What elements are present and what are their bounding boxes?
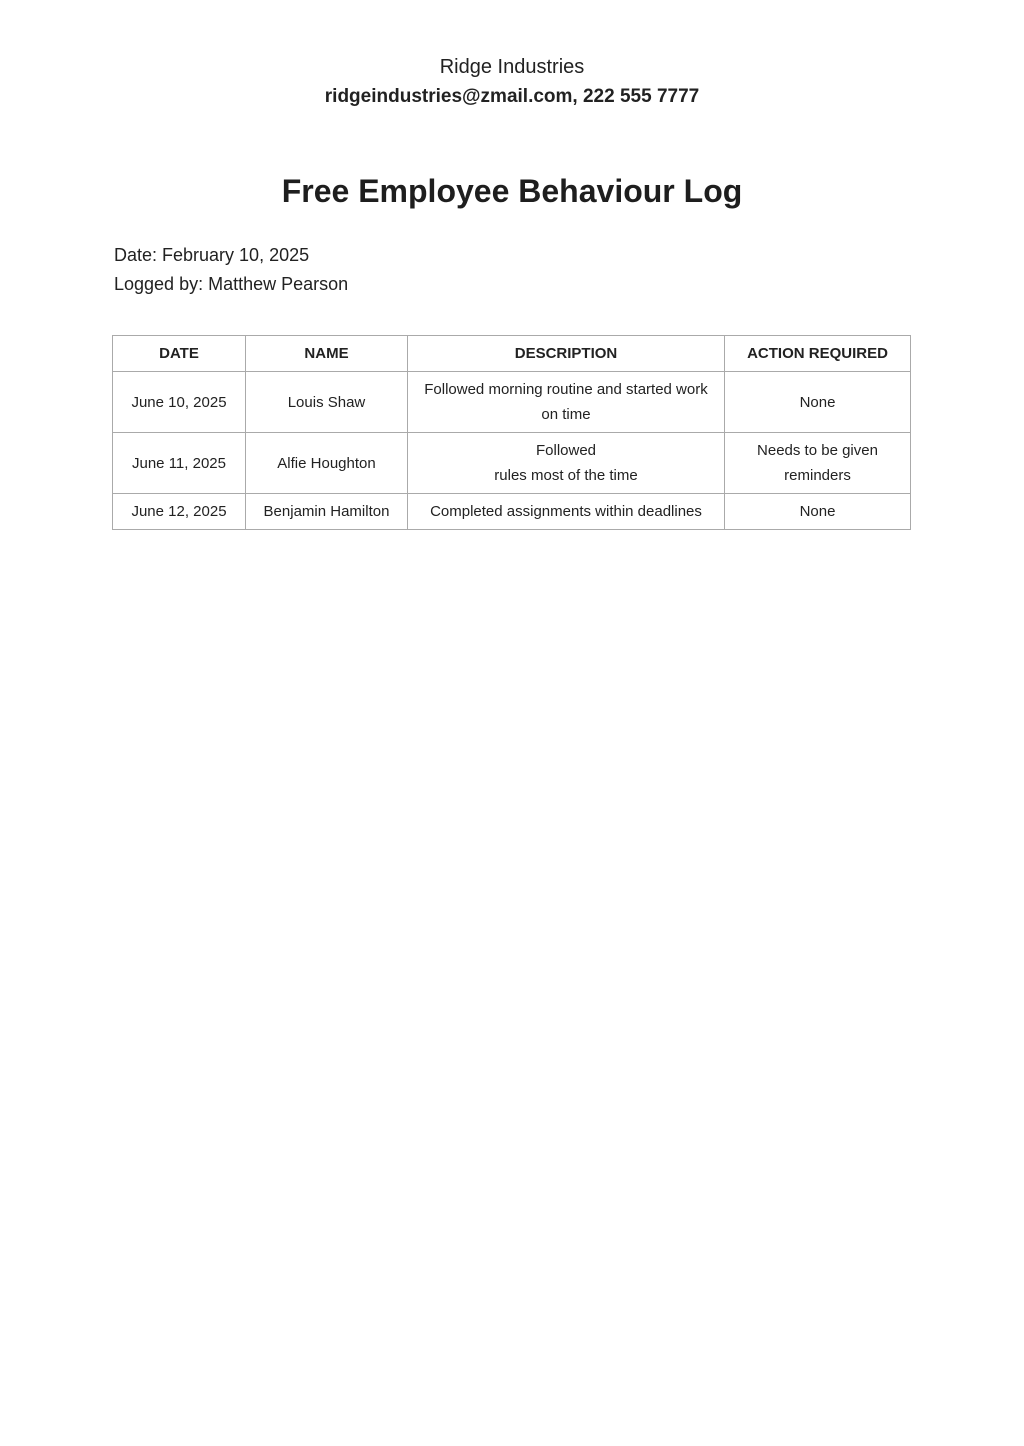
cell-name: Benjamin Hamilton — [246, 494, 408, 530]
table-row — [113, 433, 911, 494]
logged-by: Logged by: Matthew Pearson — [114, 274, 349, 294]
cell-action-required: None — [725, 372, 911, 433]
table-header-row — [113, 336, 911, 372]
header-date: DATE — [113, 336, 246, 372]
header-action-required: ACTION REQUIRED — [725, 336, 911, 372]
log-date: Date: February 10, 2025 — [114, 245, 310, 265]
cell-name: Louis Shaw — [246, 372, 408, 433]
cell-name: Alfie Houghton — [246, 433, 408, 494]
header-description: DESCRIPTION — [408, 336, 725, 372]
header-name: NAME — [246, 336, 408, 372]
company-contact: ridgeindustries@zmail.com, 222 555 7777 — [324, 86, 700, 107]
table-row — [113, 372, 911, 433]
cell-action-required: Needs to be given reminders — [725, 433, 911, 494]
page-title: Free Employee Behaviour Log — [281, 173, 743, 209]
company-name: Ridge Industries — [439, 56, 585, 78]
cell-date: June 11, 2025 — [113, 433, 246, 494]
cell-description: Completed assignments within deadlines — [408, 494, 725, 530]
cell-description: Followed morning routine and started work on time — [408, 372, 725, 433]
cell-date: June 10, 2025 — [113, 372, 246, 433]
table-row — [113, 494, 911, 530]
cell-action-required: None — [725, 494, 911, 530]
cell-description: Followed rules most of the time — [408, 433, 725, 494]
behaviour-log-table — [112, 335, 911, 530]
cell-date: June 12, 2025 — [113, 494, 246, 530]
